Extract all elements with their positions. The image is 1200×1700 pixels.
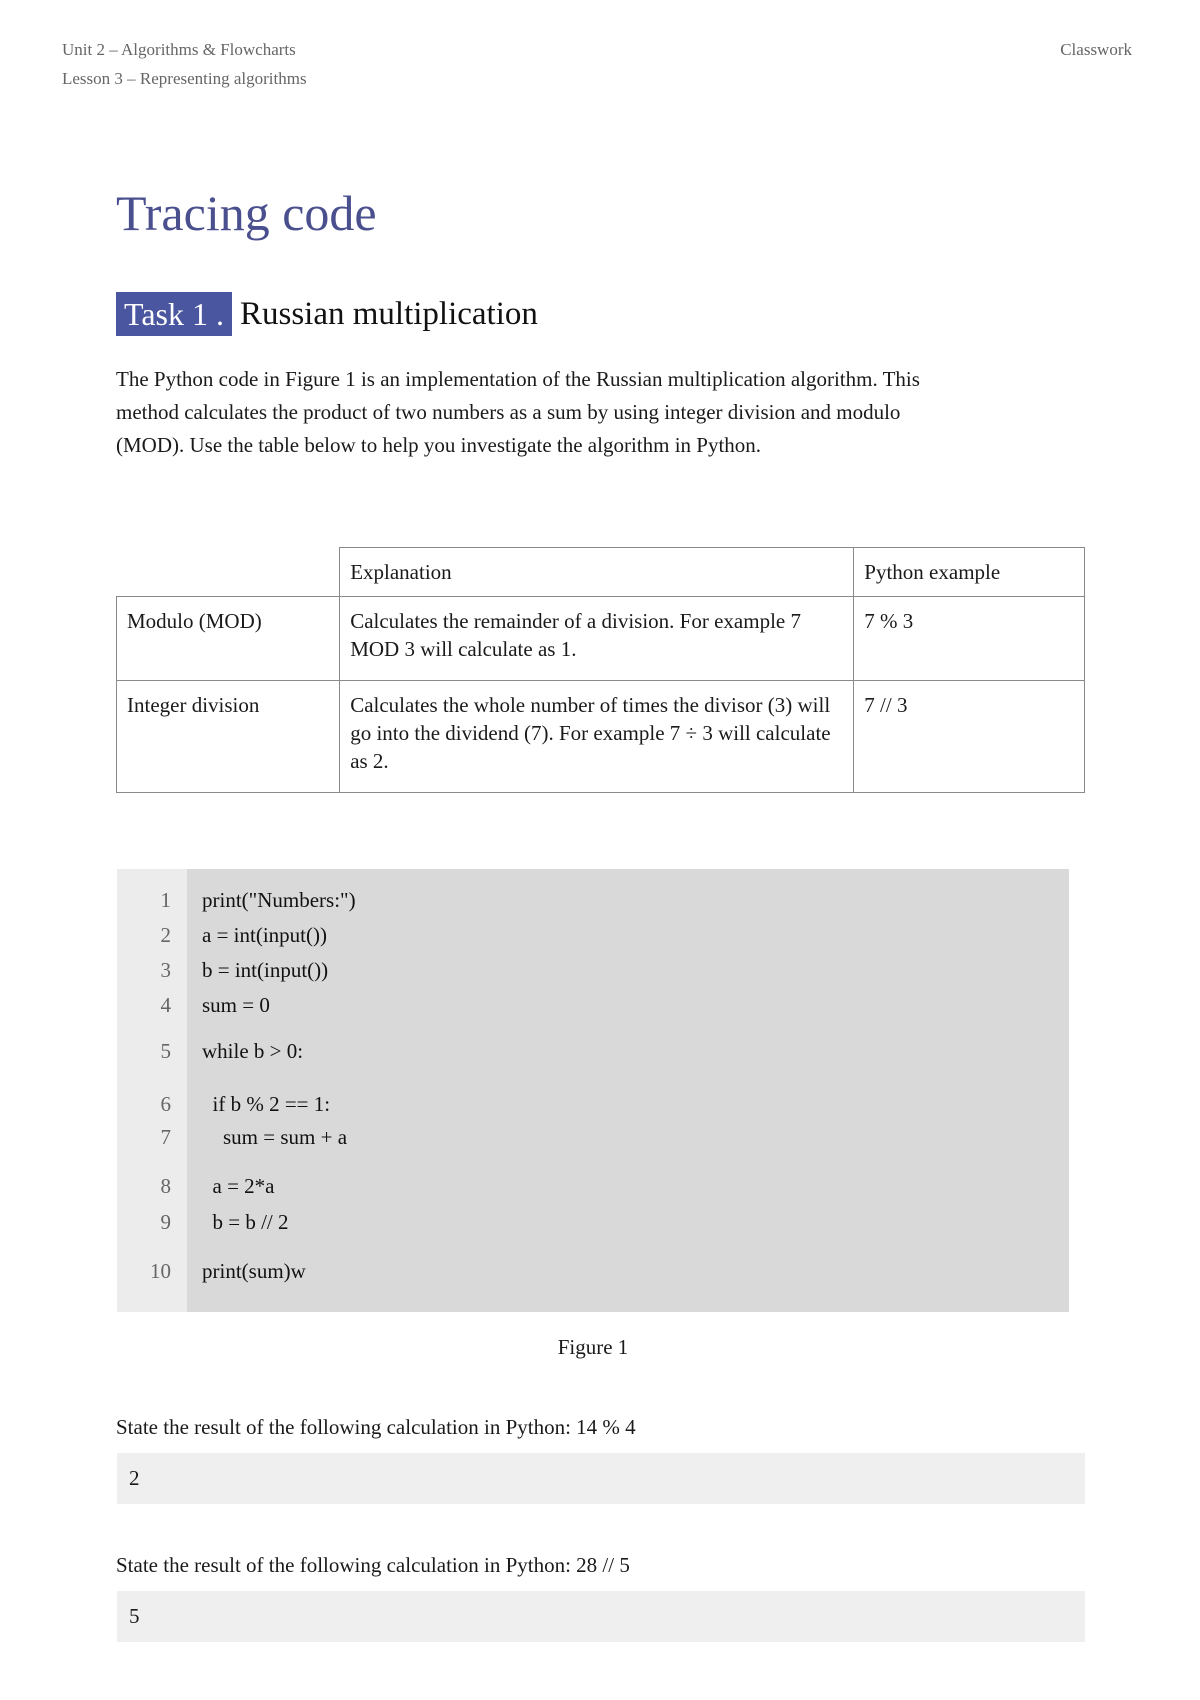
operators-table <box>116 547 1085 793</box>
line-number: 1 <box>160 888 171 912</box>
table-row <box>117 597 1085 681</box>
table-header-empty <box>117 548 340 597</box>
table-header-explanation: Explanation <box>340 548 854 597</box>
code-line: a = 2*a <box>202 1174 275 1198</box>
line-number: 3 <box>160 958 171 982</box>
line-number: 8 <box>160 1174 171 1198</box>
table-cell-operator: Modulo (MOD) <box>117 597 340 681</box>
line-number: 2 <box>160 923 171 947</box>
answer-field[interactable]: 2 <box>117 1453 1085 1504</box>
code-line: a = int(input()) <box>202 923 327 947</box>
code-block <box>117 869 1069 1312</box>
line-number: 9 <box>160 1210 171 1234</box>
code-line: while b > 0: <box>202 1039 304 1063</box>
page-title: Tracing code <box>116 185 377 241</box>
code-line: sum = 0 <box>202 993 270 1017</box>
table-header-python-example: Python example <box>854 548 1085 597</box>
task-badge: Task 1 . <box>116 292 232 336</box>
code-line: b = int(input()) <box>202 958 329 982</box>
table-cell-example: 7 // 3 <box>854 681 1085 793</box>
table-header-row <box>117 548 1085 597</box>
table-cell-example: 7 % 3 <box>854 597 1085 681</box>
header-worksheet-type: Classwork <box>1060 40 1132 59</box>
code-line: if b % 2 == 1: <box>202 1092 331 1116</box>
answer-field[interactable]: 5 <box>117 1591 1085 1642</box>
code-line: b = b // 2 <box>202 1210 289 1234</box>
question-prompt: State the result of the following calculation in Python: 28 // 5 <box>116 1553 630 1577</box>
line-number: 10 <box>150 1259 171 1283</box>
line-number: 4 <box>160 993 171 1017</box>
header-unit: Unit 2 – Algorithms & Flowcharts <box>62 40 296 59</box>
line-number-gutter <box>117 869 187 1312</box>
table-cell-explanation: Calculates the whole number of times the divisor (3) will go into the dividend (7). For example 7 ÷ 3 will calculate as 2. <box>340 681 854 793</box>
table-cell-operator: Integer division <box>117 681 340 793</box>
code-line: print("Numbers:") <box>202 888 356 912</box>
table-row <box>117 681 1085 793</box>
figure-caption: Figure 1 <box>557 1335 629 1359</box>
intro-paragraph: The Python code in Figure 1 is an implementation of the Russian multiplication algorithm. This method calculates the product of two numbers as a sum by using integer division and modulo (MOD). Use the table below to help you investigate the algorithm in Python. <box>116 367 920 457</box>
header-lesson: Lesson 3 – Representing algorithms <box>62 69 307 88</box>
line-number: 5 <box>160 1039 171 1063</box>
task-title: Russian multiplication <box>239 296 538 332</box>
question-prompt: State the result of the following calculation in Python: 14 % 4 <box>116 1415 636 1439</box>
code-lines <box>187 869 1069 1312</box>
line-number: 6 <box>160 1092 171 1116</box>
code-line: print(sum)w <box>202 1259 306 1283</box>
table-cell-explanation: Calculates the remainder of a division. For example 7 MOD 3 will calculate as 1. <box>340 597 854 681</box>
task-heading <box>116 292 538 336</box>
line-number: 7 <box>160 1125 171 1149</box>
code-line: sum = sum + a <box>202 1125 348 1149</box>
